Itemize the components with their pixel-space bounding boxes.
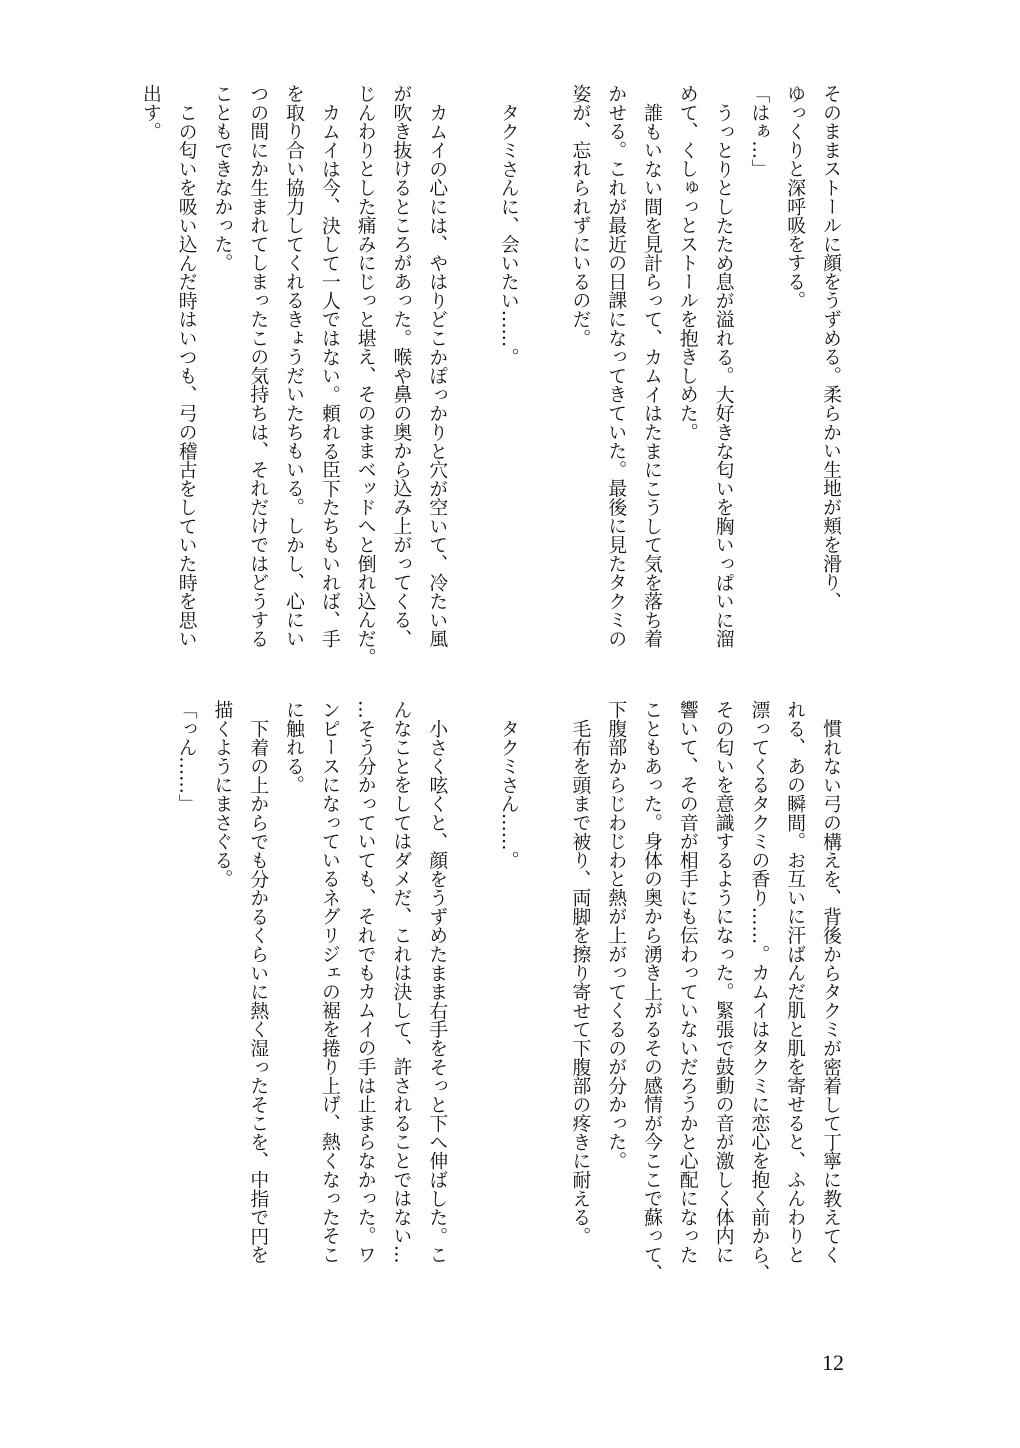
text-line: 毛布を頭まで被り、両脚を擦り寄せて下腹部の疼きに耐える。: [569, 718, 591, 1245]
text-line: 下腹部からじわじわと熱が上がってくるのが分かった。: [605, 700, 627, 1170]
text-line: カムイの心には、やはりどこかぽっかりと穴が空いて、冷たい風: [426, 102, 448, 648]
text-line: んなことをしてはダメだ、これは決して、許されることではない…: [390, 700, 412, 1264]
text-line: 響いて、その音が相手にも伝わっていないだろうかと心配になった: [676, 700, 698, 1264]
text-line: こともあった。身体の奥から湧き上がるその感情が今ここで蘇って、: [641, 700, 663, 1283]
text-line: 下着の上からでも分かるくらいに熱く湿ったそこを、中指で円を: [247, 718, 269, 1264]
text-line: れる、あの瞬間。お互いに汗ばんだ肌と肌を寄せると、ふんわりと: [784, 700, 806, 1264]
text-line: …そう分かっていても、それでもカムイの手は止まらなかった。ワ: [354, 700, 376, 1264]
text-line: 慣れない弓の構えを、背後からタクミが密着して丁寧に教えてく: [820, 718, 841, 1264]
text-line: この匂いを吸い込んだ時はいつも、弓の稽古をしていた時を思い: [175, 102, 197, 648]
text-line: めて、くしゅっとストールを抱きしめた。: [676, 84, 698, 442]
text-line: かせる。これが最近の日課になってきていた。最後に見たタクミの: [605, 84, 627, 648]
text-line: タクミさんに、会いたい……。: [497, 102, 519, 366]
text-line: 姿が、忘れられずにいるのだ。: [569, 84, 591, 348]
text-line: そのままストールに顔をうずめる。柔らかい生地が頬を滑り、: [820, 84, 841, 611]
text-line: じんわりとした痛みにじっと堪え、そのままベッドへと倒れ込んだ。: [354, 84, 376, 667]
text-block-bottom: [168, 700, 848, 1300]
page-number: 12: [822, 1350, 844, 1375]
text-line: ゆっくりと深呼吸をする。: [784, 84, 806, 310]
text-line: タクミさん……。: [497, 718, 519, 870]
text-line: 小さく呟くと、顔をうずめたまま右手をそっと下へ伸ばした。こ: [426, 718, 448, 1264]
text-line: つの間にか生まれてしまったこの気持ちは、それだけではどうする: [247, 84, 269, 648]
text-line: が吹き抜けるところがあった。喉や鼻の奥から込み上がってくる、: [390, 84, 412, 648]
text-line: カムイは今、決して一人ではない。頼れる臣下たちもいれば、手: [318, 102, 340, 648]
text-line: その匂いを意識するようになった。緊張で鼓動の音が激しく体内に: [712, 700, 734, 1264]
blank-line: [526, 84, 562, 684]
text-line: を取り合い協力してくれるきょうだいたちもいる。しかし、心にい: [283, 84, 305, 648]
text-line: 出す。: [139, 84, 161, 141]
text-line: こともできなかった。: [211, 84, 233, 272]
text-line: 誰もいない間を見計らって、カムイはたまにこうして気を落ち着: [641, 102, 663, 648]
text-line: 描くようにまさぐる。: [211, 700, 233, 888]
text-line: ンピースになっているネグリジェの裾を捲り上げ、熱くなったそこ: [318, 700, 340, 1264]
blank-line: [526, 700, 562, 1300]
text-line: 漂ってくるタクミの香り……。カムイはタクミに恋心を抱く前から、: [748, 700, 770, 1283]
blank-line: [454, 84, 490, 684]
text-block-top: [132, 84, 848, 684]
text-line: に触れる。: [283, 700, 305, 794]
text-line: うっとりとしたため息が溢れる。大好きな匂いを胸いっぱいに溜: [712, 102, 734, 648]
blank-line: [454, 700, 490, 1300]
text-line: 「っん……」: [175, 700, 197, 813]
text-line: 「はぁ…」: [748, 84, 770, 178]
